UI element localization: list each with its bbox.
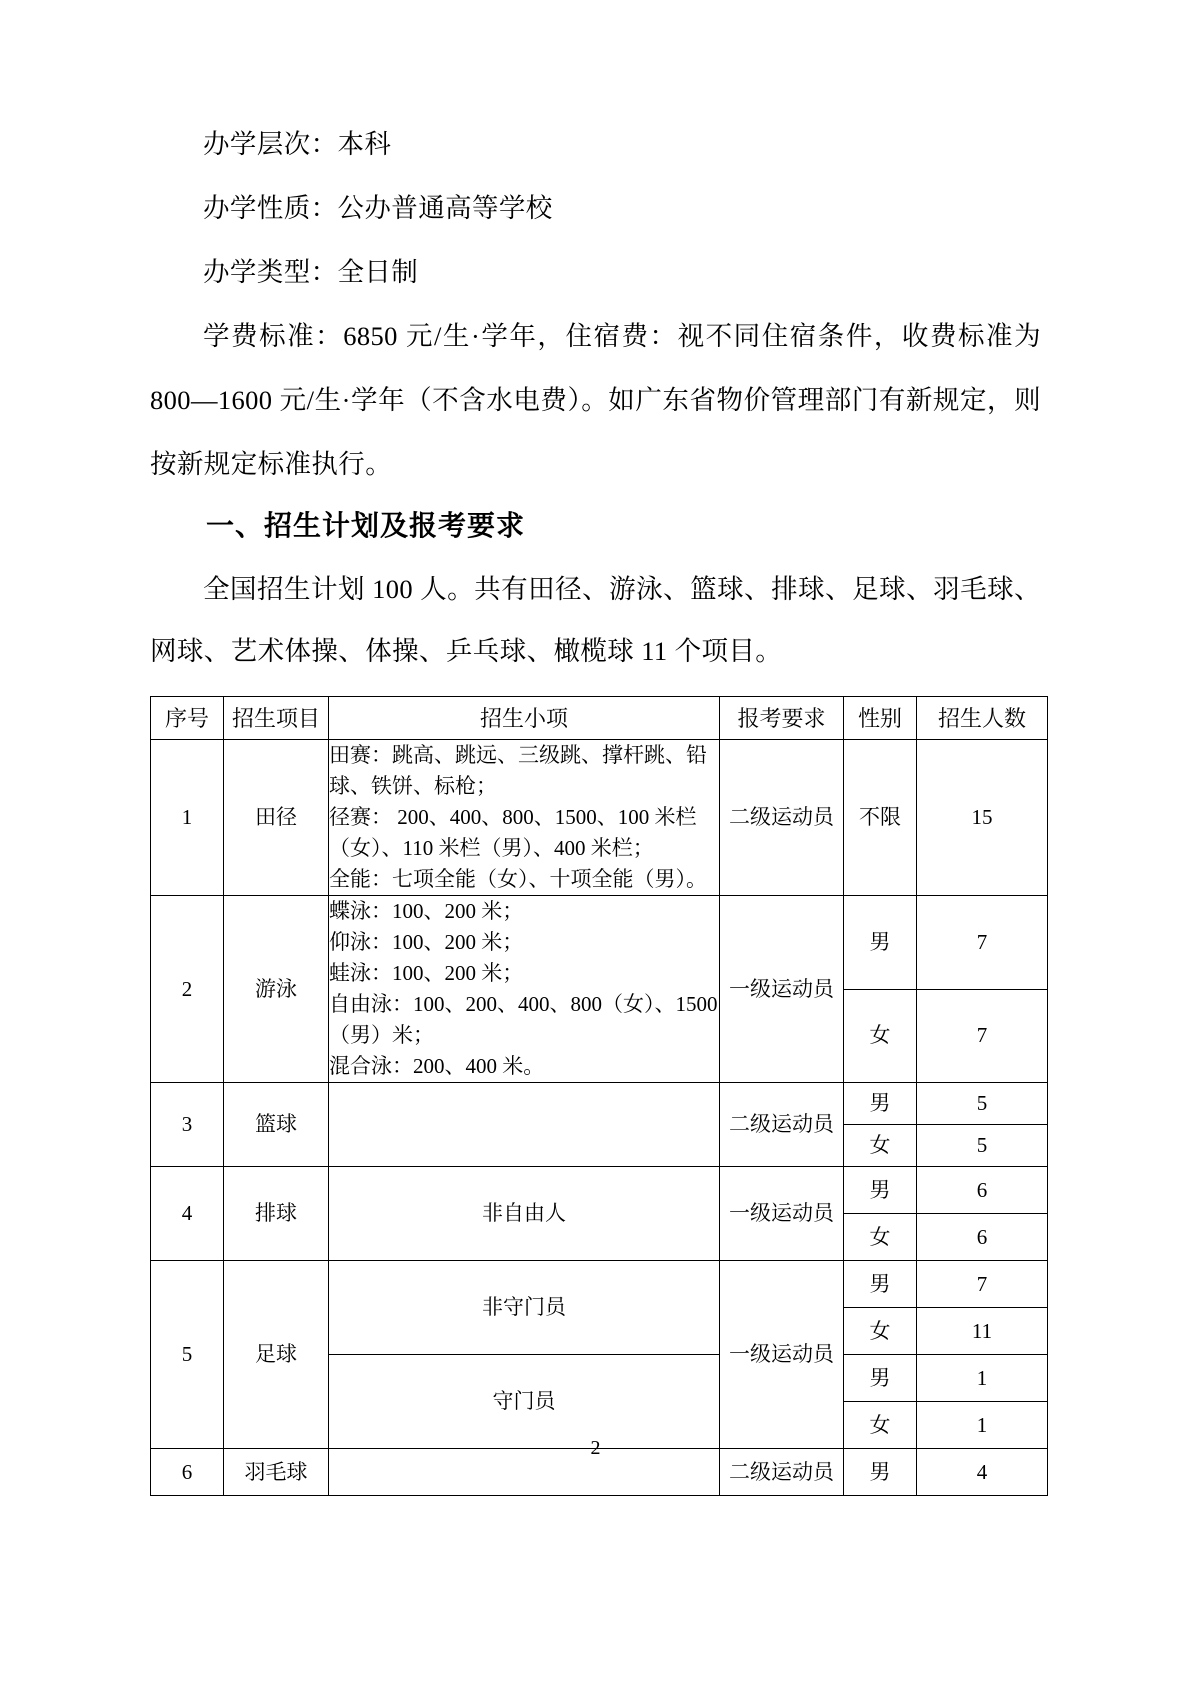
header-item: 招生项目	[224, 697, 329, 740]
cell-quota: 7	[917, 1261, 1048, 1308]
cell-sub-item-group: 守门员	[329, 1355, 720, 1449]
cell-quota: 7	[917, 989, 1048, 1083]
cell-requirement: 一级运动员	[720, 1167, 844, 1261]
cell-quota: 7	[917, 896, 1048, 990]
cell-gender: 男	[844, 1167, 917, 1214]
info-line-level: 办学层次：本科	[203, 129, 392, 159]
admission-plan-table	[150, 696, 1048, 1496]
table-row	[151, 896, 1048, 990]
cell-gender: 男	[844, 1449, 917, 1496]
cell-item: 足球	[224, 1261, 329, 1449]
cell-gender: 男	[844, 1083, 917, 1125]
cell-seq: 4	[151, 1167, 224, 1261]
sub-line: 蝶泳：100、200 米；	[329, 899, 524, 923]
sub-line: 自由泳：100、200、400、800（女）、1500	[329, 992, 718, 1016]
cell-seq: 3	[151, 1083, 224, 1167]
cell-sub-item: 非自由人	[329, 1167, 720, 1261]
cell-sub-item	[329, 896, 720, 1083]
header-requirement: 报考要求	[720, 697, 844, 740]
admission-plan-table-wrapper	[150, 696, 1041, 1496]
cell-quota: 6	[917, 1167, 1048, 1214]
sub-line: 混合泳：200、400 米。	[329, 1054, 545, 1078]
cell-item: 篮球	[224, 1083, 329, 1167]
cell-sub-item	[329, 1083, 720, 1167]
sub-line: 全能：七项全能（女）、十项全能（男）。	[329, 867, 707, 891]
cell-gender: 男	[844, 896, 917, 990]
cell-gender: 男	[844, 1261, 917, 1308]
cell-quota: 15	[917, 740, 1048, 896]
cell-seq: 2	[151, 896, 224, 1083]
cell-seq: 6	[151, 1449, 224, 1496]
cell-requirement: 二级运动员	[720, 1083, 844, 1167]
table-row	[151, 1083, 1048, 1125]
header-seq: 序号	[151, 697, 224, 740]
header-sub-item: 招生小项	[329, 697, 720, 740]
sub-line: 田赛：跳高、跳远、三级跳、撑杆跳、铅	[329, 743, 707, 767]
header-quota: 招生人数	[917, 697, 1048, 740]
cell-requirement: 二级运动员	[720, 740, 844, 896]
cell-seq: 1	[151, 740, 224, 896]
intro-paragraph: 全国招生计划 100 人。共有田径、游泳、篮球、排球、足球、羽毛球、网球、艺术体操、体操、乒乓球、橄榄球 11 个项目。	[150, 574, 1041, 666]
cell-item: 羽毛球	[224, 1449, 329, 1496]
cell-requirement: 二级运动员	[720, 1449, 844, 1496]
cell-gender: 女	[844, 1125, 917, 1167]
fee-paragraph: 学费标准：6850 元/生·学年，住宿费：视不同住宿条件，收费标准为 800—1600 元/生·学年（不含水电费）。如广东省物价管理部门有新规定，则按新规定标准执行。	[150, 321, 1041, 479]
table-row	[151, 1261, 1048, 1308]
cell-gender: 女	[844, 989, 917, 1083]
cell-requirement: 一级运动员	[720, 1261, 844, 1449]
header-gender: 性别	[844, 697, 917, 740]
cell-quota: 1	[917, 1355, 1048, 1402]
page-number: 2	[590, 1437, 601, 1459]
sub-line: （女）、110 米栏（男）、400 米栏；	[329, 836, 654, 860]
cell-item: 排球	[224, 1167, 329, 1261]
cell-quota: 11	[917, 1308, 1048, 1355]
cell-quota: 6	[917, 1214, 1048, 1261]
cell-quota: 4	[917, 1449, 1048, 1496]
cell-gender: 女	[844, 1402, 917, 1449]
cell-gender: 男	[844, 1355, 917, 1402]
cell-quota: 5	[917, 1083, 1048, 1125]
info-line-nature: 办学性质：公办普通高等学校	[203, 193, 553, 223]
cell-quota: 5	[917, 1125, 1048, 1167]
info-line-type: 办学类型：全日制	[203, 257, 419, 287]
cell-requirement: 一级运动员	[720, 896, 844, 1083]
cell-item: 田径	[224, 740, 329, 896]
table-row	[151, 1167, 1048, 1214]
cell-sub-item-group: 非守门员	[329, 1261, 720, 1355]
section-heading-admission-plan: 一、招生计划及报考要求	[206, 511, 526, 542]
sub-line: 径赛： 200、400、800、1500、100 米栏	[329, 805, 697, 829]
sub-line: （男）米；	[329, 1023, 434, 1047]
cell-seq: 5	[151, 1261, 224, 1449]
sub-line: 仰泳：100、200 米；	[329, 930, 524, 954]
cell-gender: 女	[844, 1214, 917, 1261]
cell-sub-item	[329, 740, 720, 896]
cell-quota: 1	[917, 1402, 1048, 1449]
table-header-row	[151, 697, 1048, 740]
table-row	[151, 740, 1048, 896]
cell-gender: 不限	[844, 740, 917, 896]
cell-gender: 女	[844, 1308, 917, 1355]
sub-line: 球、铁饼、标枪；	[329, 774, 497, 798]
sub-line: 蛙泳：100、200 米；	[329, 961, 524, 985]
cell-item: 游泳	[224, 896, 329, 1083]
